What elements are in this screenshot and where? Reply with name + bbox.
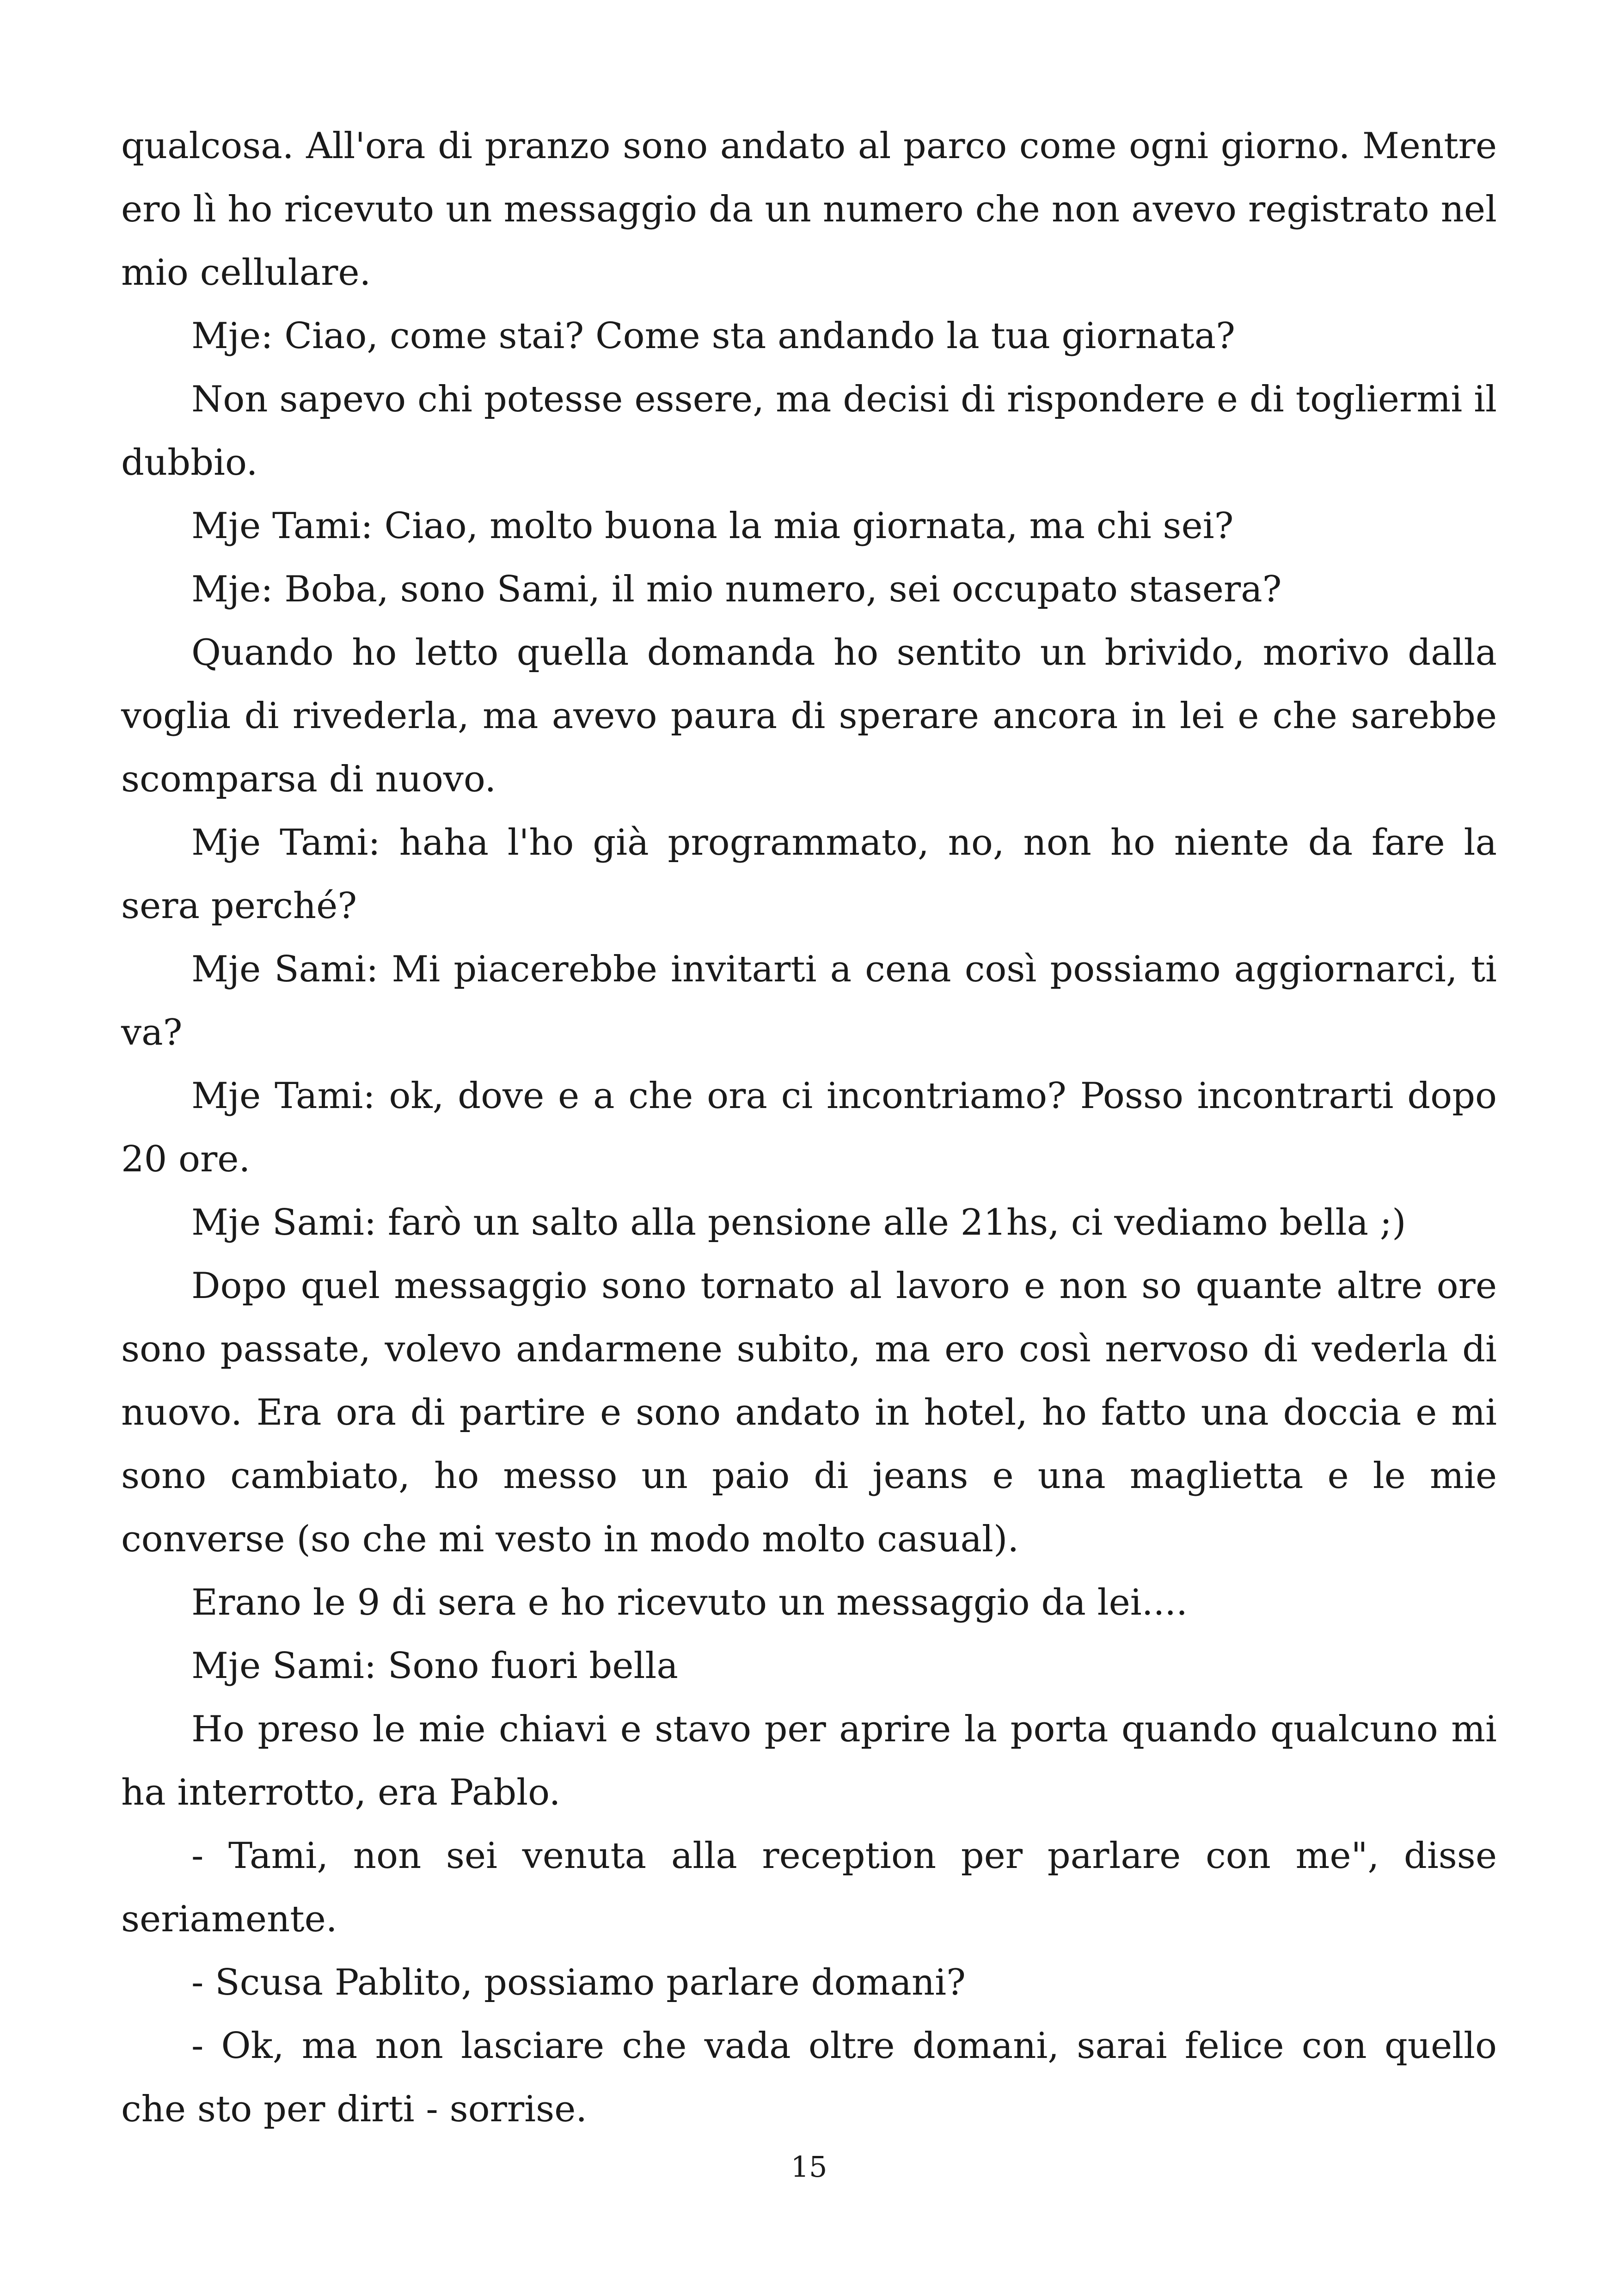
paragraph: Mje Tami: ok, dove e a che ora ci incontriamo? Posso incontrarti dopo 20 ore. [121, 1075, 1497, 1180]
paragraph: Mje: Ciao, come stai? Come sta andando la tua giornata? [191, 315, 1235, 357]
paragraph: qualcosa. All'ora di pranzo sono andato al parco come ogni giorno. Mentre ero lì ho ricevuto un messaggio da un numero che non avevo registrato nel mio cellulare. [121, 125, 1497, 294]
paragraph: Erano le 9 di sera e ho ricevuto un messaggio da lei.... [191, 1582, 1188, 1623]
paragraph: Ho preso le mie chiavi e stavo per aprire la porta quando qualcuno mi ha interrotto, era Pablo. [121, 1708, 1497, 1813]
paragraph: Mje Tami: haha l'ho già programmato, no, non ho niente da fare la sera perché? [121, 822, 1497, 927]
paragraph: Mje Sami: farò un salto alla pensione alle 21hs, ci vediamo bella ;) [191, 1202, 1406, 1243]
page-body [121, 115, 1497, 2141]
paragraph: Mje Tami: Ciao, molto buona la mia giornata, ma chi sei? [191, 505, 1234, 547]
paragraph: Mje: Boba, sono Sami, il mio numero, sei occupato stasera? [191, 569, 1282, 610]
paragraph: - Ok, ma non lasciare che vada oltre domani, sarai felice con quello che sto per dirti - sorrise. [121, 2025, 1497, 2130]
paragraph: Non sapevo chi potesse essere, ma decisi di rispondere e di togliermi il dubbio. [121, 379, 1497, 484]
paragraph: Dopo quel messaggio sono tornato al lavoro e non so quante altre ore sono passate, volevo andarmene subito, ma ero così nervoso di vederla di nuovo. Era ora di partire e sono andato in hotel, ho fatto una doccia e mi sono cambiato, ho messo un paio di jeans e una maglietta e le mie converse (so che mi vesto in modo molto casual). [121, 1265, 1497, 1560]
paragraph: Mje Sami: Mi piacerebbe invitarti a cena così possiamo aggiornarci, ti va? [121, 949, 1497, 1053]
paragraph: - Scusa Pablito, possiamo parlare domani? [191, 1962, 966, 2003]
page-number: 15 [791, 2150, 827, 2184]
paragraph: Quando ho letto quella domanda ho sentito un brivido, morivo dalla voglia di rivederla, ma avevo paura di sperare ancora in lei e che sarebbe scomparsa di nuovo. [121, 632, 1497, 800]
paragraph: Mje Sami: Sono fuori bella [191, 1645, 678, 1687]
paragraph: - Tami, non sei venuta alla reception per parlare con me", disse seriamente. [121, 1835, 1497, 1940]
